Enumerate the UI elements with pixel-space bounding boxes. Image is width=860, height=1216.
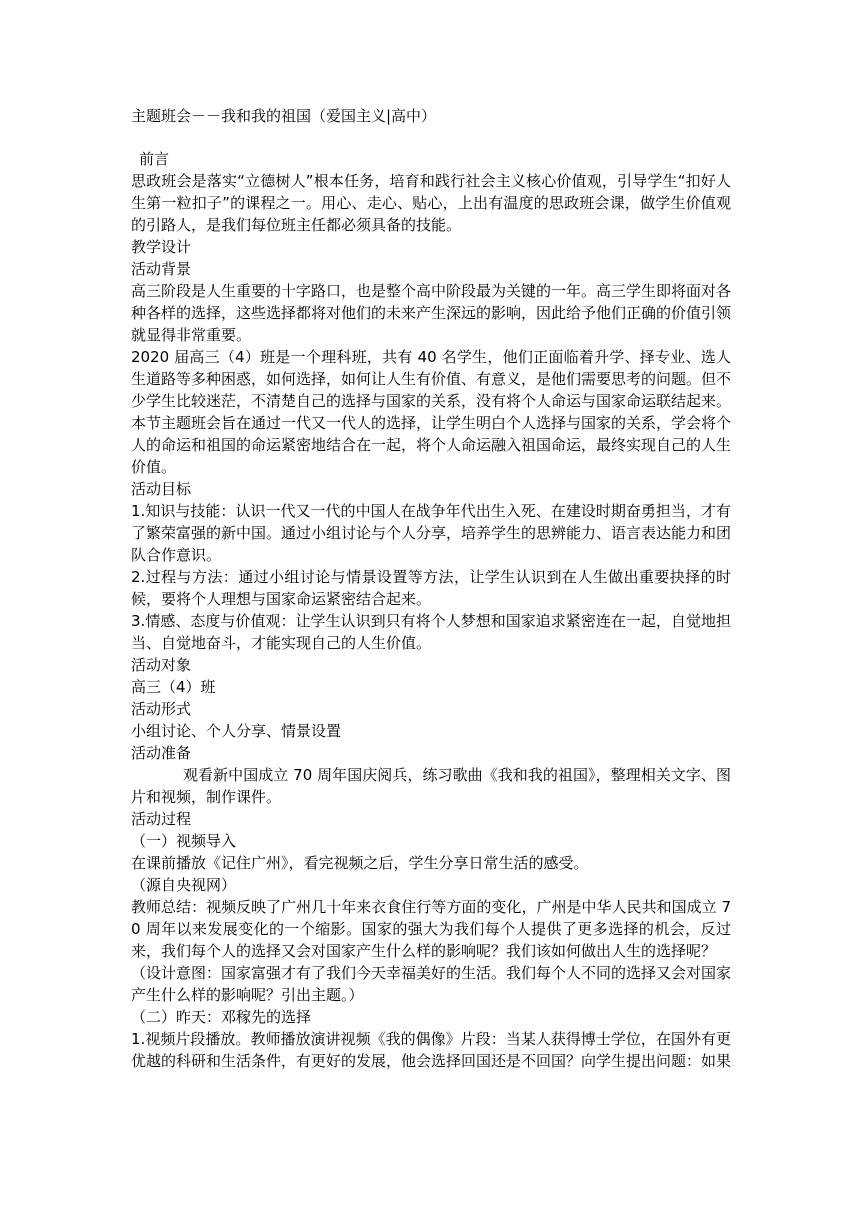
- document-title: 主题班会－－我和我的祖国（爱国主义|高中）: [131, 107, 437, 125]
- paragraph-goal-2: 2.过程与方法：通过小组讨论与情景设置等方法，让学生认识到在人生做出重要抉择的时候，要将个人理想与国家命运紧密结合起来。: [131, 568, 731, 608]
- paragraph-source: （源自央视网）: [131, 876, 237, 894]
- paragraph-preparation: 观看新中国成立 70 周年国庆阅兵，练习歌曲《我和我的祖国》，整理相关文字、图片和视频，制作课件。: [131, 766, 731, 806]
- subheading-yesterday: （二）昨天：邓稼先的选择: [131, 1008, 312, 1026]
- paragraph-teacher-summary: 教师总结：视频反映了广州几十年来衣食住行等方面的变化，广州是中华人民共和国成立 70 周年以来发展变化的一个缩影。国家的强大为我们每个人提供了更多选择的机会，反过来，我们每个人的选择又会对国家产生什么样的影响呢？我们该如何做出人生的选择呢？: [131, 898, 731, 960]
- section-heading-background: 活动背景: [131, 260, 192, 278]
- paragraph-form: 小组讨论、个人分享、情景设置: [131, 722, 342, 740]
- section-heading-form: 活动形式: [131, 700, 192, 718]
- paragraph-preface: 思政班会是落实“立德树人”根本任务，培育和践行社会主义核心价值观，引导学生“扣好人生第一粒扣子”的课程之一。用心、走心、贴心，上出有温度的思政班会课，做学生价值观的引路人，是我们每位班主任都必须具备的技能。: [131, 172, 731, 234]
- paragraph-design-intent: （设计意图：国家富强才有了我们今天幸福美好的生活。我们每个人不同的选择又会对国家产生什么样的影响呢？引出主题。）: [131, 964, 732, 1004]
- paragraph-video-clip: 1.视频片段播放。教师播放演讲视频《我的偶像》片段：当某人获得博士学位，在国外有更优越的科研和生活条件，有更好的发展，他会选择回国还是不回国？向学生提出问题：如果: [131, 1030, 732, 1070]
- section-heading-preface: 前言: [139, 150, 170, 168]
- section-heading-preparation: 活动准备: [131, 744, 192, 762]
- paragraph-video-intro: 在课前播放《记住广州》，看完视频之后，学生分享日常生活的感受。: [131, 854, 589, 872]
- subheading-video-intro: （一）视频导入: [131, 832, 237, 850]
- paragraph-background-2: 2020 届高三（4）班是一个理科班，共有 40 名学生，他们正面临着升学、择专业、选人生道路等多种困惑，如何选择，如何让人生有价值、有意义，是他们需要思考的问题。但不少学生比较迷茫，不清楚自己的选择与国家的关系，没有将个人命运与国家命运联结起来。本节主题班会旨在通过一代又一代人的选择，让学生明白个人选择与国家的关系，学会将个人的命运和祖国的命运紧密地结合在一起，将个人命运融入祖国命运，最终实现自己的人生价值。: [131, 348, 732, 476]
- section-heading-goals: 活动目标: [131, 480, 192, 498]
- section-heading-target: 活动对象: [131, 656, 192, 674]
- paragraph-goal-3: 3.情感、态度与价值观：让学生认识到只有将个人梦想和国家追求紧密连在一起，自觉地担当、自觉地奋斗，才能实现自己的人生价值。: [131, 612, 731, 652]
- paragraph-target: 高三（4）班: [131, 678, 216, 696]
- section-heading-process: 活动过程: [131, 810, 192, 828]
- paragraph-goal-1: 1.知识与技能：认识一代又一代的中国人在战争年代出生入死、在建设时期奋勇担当，才有了繁荣富强的新中国。通过小组讨论与个人分享，培养学生的思辨能力、语言表达能力和团队合作意识。: [131, 502, 732, 564]
- section-heading-teaching-design: 教学设计: [131, 238, 192, 256]
- paragraph-background-1: 高三阶段是人生重要的十字路口，也是整个高中阶段最为关键的一年。高三学生即将面对各种各样的选择，这些选择都将对他们的未来产生深远的影响，因此给予他们正确的价值引领就显得非常重要。: [131, 282, 732, 344]
- document-page: [131, 105, 731, 1072]
